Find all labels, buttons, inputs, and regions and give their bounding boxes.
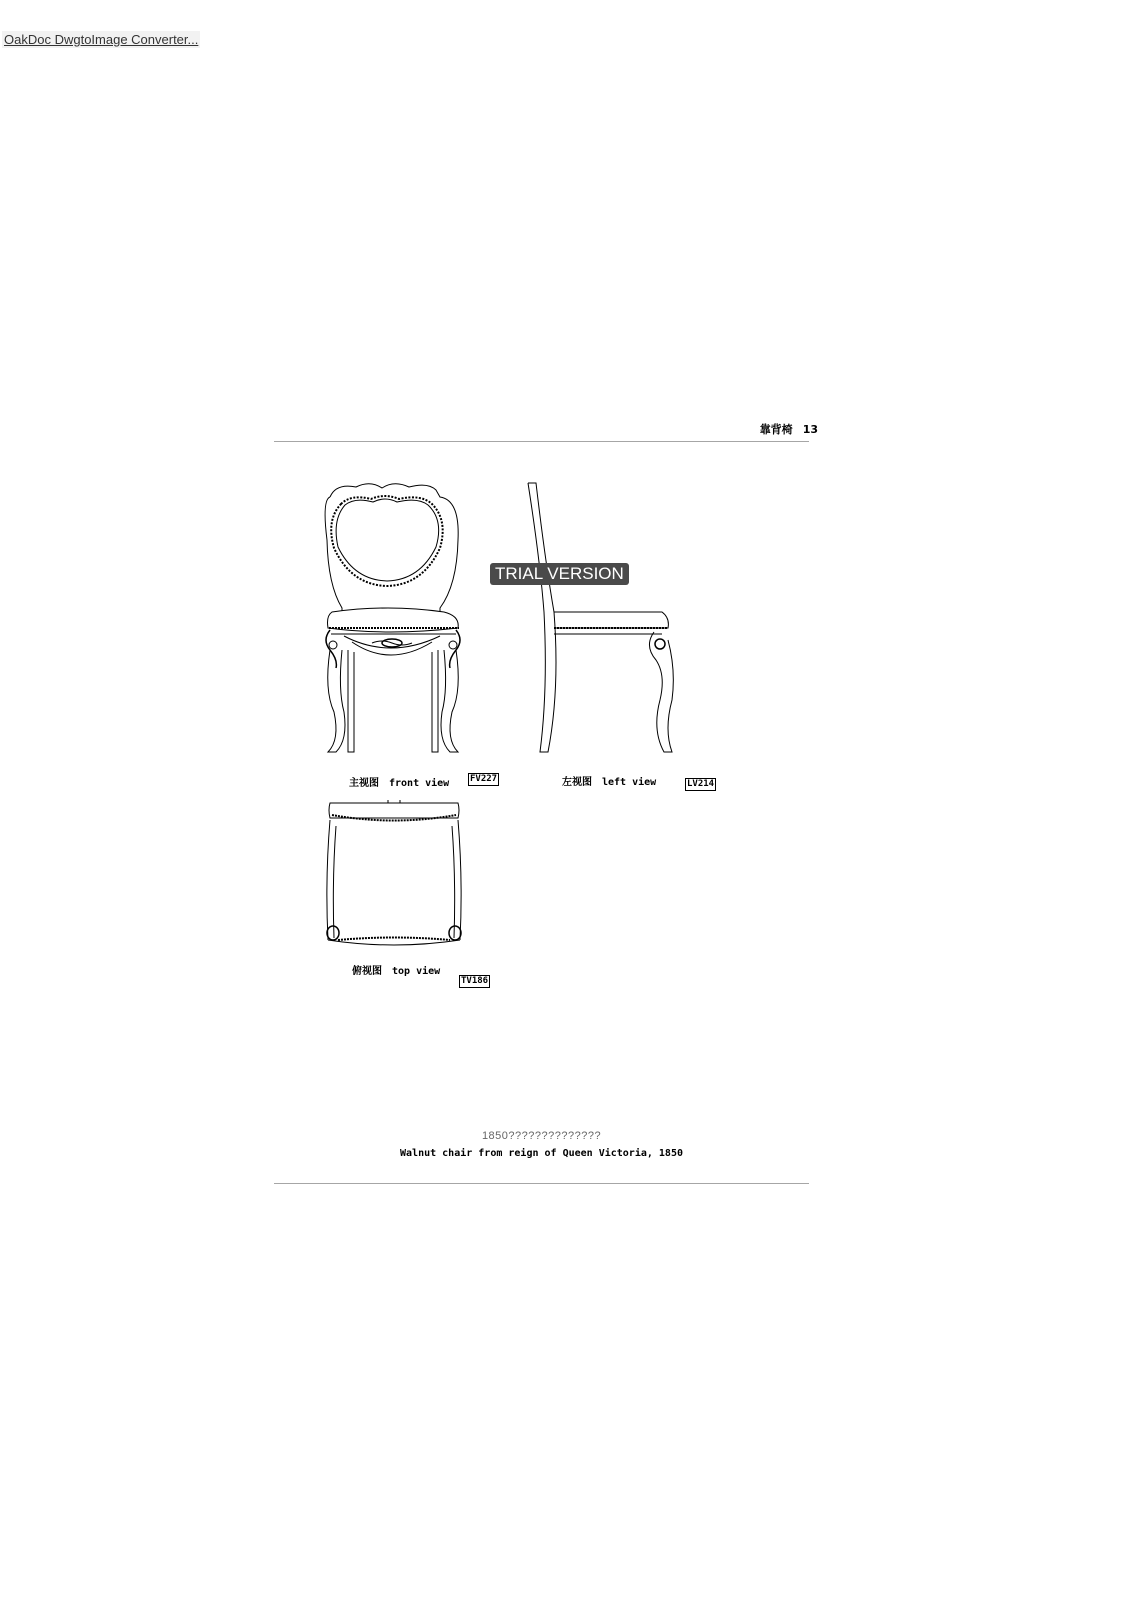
top-view-code: TV186 (461, 976, 489, 986)
left-view-drawing (528, 483, 673, 752)
trial-version-watermark: TRIAL VERSION (490, 563, 629, 585)
left-view-label-en: left view (602, 777, 657, 788)
top-view-label (352, 962, 440, 977)
caption-english: Walnut chair from reign of Queen Victoria, 1850 (400, 1148, 683, 1159)
front-view-label (349, 774, 449, 789)
top-view-label-cn: 俯视图 (352, 966, 382, 977)
front-view-label-cn: 主视图 (349, 778, 379, 789)
caption-garbled: 1850?????????????? (481, 1130, 602, 1142)
front-view-label-en: front view (389, 778, 450, 789)
front-view-code: FV227 (470, 774, 498, 784)
top-view-drawing (327, 800, 461, 945)
top-view-label-en: top view (392, 966, 441, 977)
left-view-label (562, 773, 656, 788)
front-view-drawing (325, 484, 460, 752)
left-view-code: LV214 (687, 779, 715, 789)
header-title: 靠背椅 (759, 423, 793, 436)
app-title-link[interactable]: OakDoc DwgtoImage Converter... (4, 32, 199, 47)
page-number: 13 (802, 423, 818, 436)
left-view-label-cn: 左视图 (562, 777, 592, 788)
